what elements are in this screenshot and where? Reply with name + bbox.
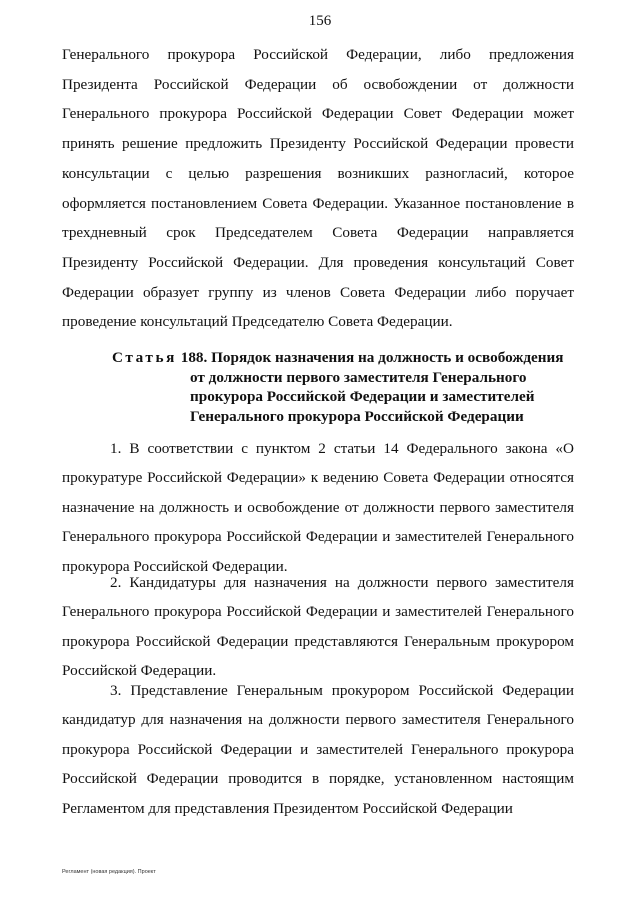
article-heading-first-line [112, 348, 592, 368]
article-clause-1: 1. В соответствии с пунктом 2 статьи 14 Федерального закона «О прокуратуре Российской Федерации» к ведению Совета Федерации относятся назначение на должность и освобождение от должности первого заместителя Генерального прокурора Российской Федерации и заместителей Генерального прокурора Российской Федерации. [62, 440, 574, 575]
article-clause-3: 3. Представление Генеральным прокурором Российской Федерации кандидатур для назначения на должности первого заместителя Генерального прокурора Российской Федерации и заместителей Генерального прокурора Российской Федерации проводится в порядке, установленном настоящим Регламентом для представления Президентом Российской Федерации [62, 682, 574, 817]
article-title-line-3: прокурора Российской Федерации и заместителей [190, 388, 535, 406]
article-title-line-1: Порядок назначения на должность и освобождения [211, 349, 564, 366]
article-title-line-2: от должности первого заместителя Генерального [190, 368, 527, 386]
article-heading [112, 348, 592, 426]
footer-note: Регламент (новая редакция). Проект [62, 869, 156, 875]
continuation-paragraph: Генерального прокурора Российской Федерации, либо предложения Президента Российской Федерации об освобождении от должности Генерального прокурора Российской Федерации Совет Федерации может принять решение предложить Президенту Российской Федерации провести консультации с целью разрешения возникших разногласий, которое оформляется постановлением Совета Федерации. Указанное постановление в трехдневный срок Председателем Совета Федерации направляется Президенту Российской Федерации. Для проведения консультаций Совет Федерации образует группу из членов Совета Федерации либо поручает проведение консультаций Председателю Совета Федерации. [62, 46, 574, 331]
article-label: Статья [112, 349, 177, 366]
article-title-line-4: Генерального прокурора Российской Федерации [190, 407, 524, 425]
article-clause-2: 2. Кандидатуры для назначения на должности первого заместителя Генерального прокурора Российской Федерации и заместителей Генерального прокурора Российской Федерации представляются Генеральным прокурором Российской Федерации. [62, 574, 574, 680]
page-number: 156 [308, 13, 332, 29]
article-number: 188. [180, 349, 208, 366]
